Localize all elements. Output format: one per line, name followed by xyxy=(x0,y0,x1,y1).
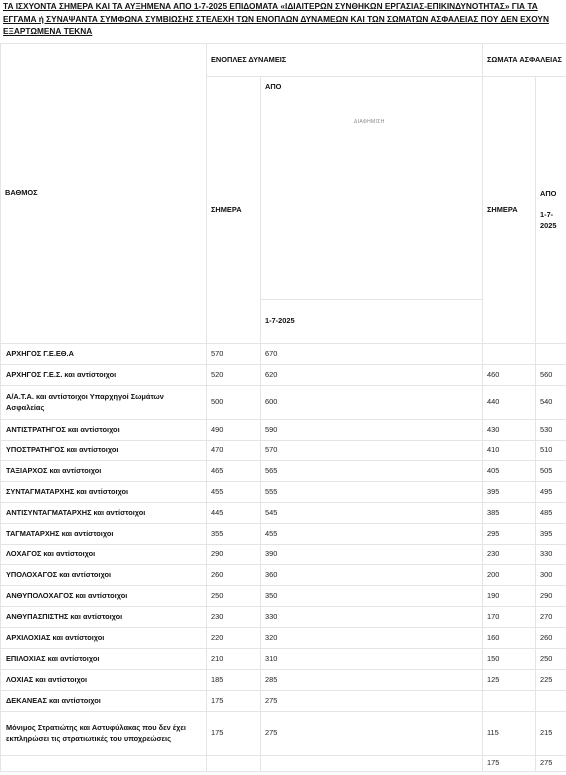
af-today-cell: 520 xyxy=(207,365,261,386)
header-grade: ΒΑΘΜΟΣ xyxy=(1,44,207,344)
grade-cell: ΑΡΧΗΓΟΣ Γ.Ε.Σ. και αντίστοιχοι xyxy=(1,365,207,386)
sc-today-cell: 295 xyxy=(483,524,536,545)
table-row xyxy=(1,386,566,420)
table-row xyxy=(1,482,566,503)
table-row xyxy=(1,344,566,365)
sc-today-cell: 115 xyxy=(483,712,536,756)
table-row xyxy=(1,712,566,756)
sc-today-cell: 190 xyxy=(483,586,536,607)
header-security-corps: ΣΩΜΑΤΑ ΑΣΦΑΛΕΙΑΣ xyxy=(483,44,566,77)
af-today-cell: 175 xyxy=(207,691,261,712)
grade-cell: ΥΠΟΣΤΡΑΤΗΓΟΣ και αντίστοιχοι xyxy=(1,441,207,461)
sc-from-cell: 395 xyxy=(536,524,566,545)
header-af-from: ΑΠΟ xyxy=(261,77,483,300)
af-from-cell: 275 xyxy=(261,712,483,756)
af-today-cell: 250 xyxy=(207,586,261,607)
sc-from-cell: 330 xyxy=(536,545,566,565)
table-row xyxy=(1,565,566,586)
af-today-cell: 470 xyxy=(207,441,261,461)
sc-today-cell: 460 xyxy=(483,365,536,386)
sc-today-cell: 410 xyxy=(483,441,536,461)
af-from-cell: 310 xyxy=(261,649,483,670)
sc-today-cell: 440 xyxy=(483,386,536,420)
sc-today-cell xyxy=(483,344,536,365)
sc-today-cell: 170 xyxy=(483,607,536,628)
sc-from-cell xyxy=(536,691,566,712)
af-from-cell: 545 xyxy=(261,503,483,524)
af-today-cell: 570 xyxy=(207,344,261,365)
af-from-cell: 360 xyxy=(261,565,483,586)
af-from-cell: 555 xyxy=(261,482,483,503)
sc-from-cell: 485 xyxy=(536,503,566,524)
af-today-cell: 230 xyxy=(207,607,261,628)
af-from-cell: 455 xyxy=(261,524,483,545)
table-row xyxy=(1,756,566,772)
grade-cell: ΤΑΓΜΑΤΑΡΧΗΣ και αντίστοιχοι xyxy=(1,524,207,545)
sc-from-cell: 250 xyxy=(536,649,566,670)
table-row xyxy=(1,670,566,691)
sc-today-cell xyxy=(483,691,536,712)
sc-from-cell: 530 xyxy=(536,420,566,441)
table-row xyxy=(1,628,566,649)
sc-from-cell: 275 xyxy=(536,756,566,772)
header-sc-today: ΣΗΜΕΡΑ xyxy=(483,77,536,344)
table-row xyxy=(1,365,566,386)
grade-cell: ΑΡΧΗΓΟΣ Γ.Ε.ΕΘ.Α xyxy=(1,344,207,365)
grade-cell: ΛΟΧΙΑΣ και αντίστοιχοι xyxy=(1,670,207,691)
af-today-cell xyxy=(207,756,261,772)
sc-today-cell: 160 xyxy=(483,628,536,649)
af-today-cell: 500 xyxy=(207,386,261,420)
header-sc-from-label: ΑΠΟ xyxy=(540,189,557,198)
grade-cell xyxy=(1,756,207,772)
af-from-cell: 320 xyxy=(261,628,483,649)
sc-from-cell xyxy=(536,344,566,365)
table-row xyxy=(1,691,566,712)
grade-cell: ΑΡΧΙΛΟΧΙΑΣ και αντίστοιχοι xyxy=(1,628,207,649)
sc-today-cell: 200 xyxy=(483,565,536,586)
grade-cell: Α/Α.Τ.Α. και αντίστοιχοι Υπαρχηγοί Σωμάτων Ασφαλείας xyxy=(1,386,207,420)
sc-from-cell: 290 xyxy=(536,586,566,607)
af-today-cell: 220 xyxy=(207,628,261,649)
table-row xyxy=(1,420,566,441)
table-row xyxy=(1,545,566,565)
sc-today-cell: 430 xyxy=(483,420,536,441)
af-from-cell: 570 xyxy=(261,441,483,461)
af-from-cell: 565 xyxy=(261,461,483,482)
af-from-cell: 275 xyxy=(261,691,483,712)
grade-cell: ΛΟΧΑΓΟΣ και αντίστοιχοι xyxy=(1,545,207,565)
af-today-cell: 455 xyxy=(207,482,261,503)
sc-from-cell: 215 xyxy=(536,712,566,756)
sc-today-cell: 405 xyxy=(483,461,536,482)
af-today-cell: 355 xyxy=(207,524,261,545)
af-from-cell: 390 xyxy=(261,545,483,565)
header-armed-forces: ΕΝΟΠΛΕΣ ΔΥΝΑΜΕΙΣ xyxy=(207,44,483,77)
af-today-cell: 185 xyxy=(207,670,261,691)
af-today-cell: 490 xyxy=(207,420,261,441)
af-today-cell: 465 xyxy=(207,461,261,482)
sc-today-cell: 125 xyxy=(483,670,536,691)
sc-from-cell: 300 xyxy=(536,565,566,586)
table-row xyxy=(1,461,566,482)
grade-cell: ΥΠΟΛΟΧΑΓΟΣ και αντίστοιχοι xyxy=(1,565,207,586)
page-title: ΤΑ ΙΣΧΥΟΝΤΑ ΣΗΜΕΡΑ ΚΑΙ ΤΑ ΑΥΞΗΜΕΝΑ ΑΠΟ 1-7-2025 ΕΠΙΔΟΜΑΤΑ «ΙΔΙΑΙΤΕΡΩΝ ΣΥΝΘΗΚΩΝ ΕΡΓΑΣΙΑΣ-ΕΠΙΚΙΝΔΥΝΟΤΗΤΑΣ» ΓΙΑ ΤΑ ΕΓΓΑΜΑ ή ΣΥΝΑΨΑΝΤΑ ΣΥΜΦΩΝΑ ΣΥΜΒΙΩΣΗΣ ΣΤΕΛΕΧΗ ΤΩΝ ΕΝΟΠΛΩΝ ΔΥΝΑΜΕΩΝ ΚΑΙ ΤΩΝ ΣΩΜΑΤΩΝ ΑΣΦΑΛΕΙΑΣ ΠΟΥ ΔΕΝ ΕΧΟΥΝ ΕΞΑΡΤΩΜΕΝΑ ΤΕΚΝΑ xyxy=(3,1,549,36)
af-from-cell: 330 xyxy=(261,607,483,628)
grade-cell: ΑΝΤΙΣΤΡΑΤΗΓΟΣ και αντίστοιχοι xyxy=(1,420,207,441)
sc-from-cell: 540 xyxy=(536,386,566,420)
header-sc-from xyxy=(536,77,566,344)
allowance-table xyxy=(0,43,566,772)
table-row xyxy=(1,441,566,461)
sc-today-cell: 395 xyxy=(483,482,536,503)
af-today-cell: 445 xyxy=(207,503,261,524)
af-today-cell: 175 xyxy=(207,712,261,756)
sc-today-cell: 230 xyxy=(483,545,536,565)
af-today-cell: 290 xyxy=(207,545,261,565)
af-from-cell: 285 xyxy=(261,670,483,691)
sc-from-cell: 260 xyxy=(536,628,566,649)
ad-label: ΔΙΑΦΗΜΙΣΗ xyxy=(354,119,385,125)
grade-cell: ΤΑΞΙΑΡΧΟΣ και αντίστοιχοι xyxy=(1,461,207,482)
table-row xyxy=(1,607,566,628)
af-from-cell xyxy=(261,756,483,772)
grade-cell: ΣΥΝΤΑΓΜΑΤΑΡΧΗΣ και αντίστοιχοι xyxy=(1,482,207,503)
grade-cell: ΕΠΙΛΟΧΙΑΣ και αντίστοιχοι xyxy=(1,649,207,670)
sc-today-cell: 385 xyxy=(483,503,536,524)
grade-cell: ΔΕΚΑΝΕΑΣ και αντίστοιχοι xyxy=(1,691,207,712)
sc-from-cell: 270 xyxy=(536,607,566,628)
af-today-cell: 260 xyxy=(207,565,261,586)
header-af-today: ΣΗΜΕΡΑ xyxy=(207,77,261,344)
af-from-cell: 600 xyxy=(261,386,483,420)
grade-cell: ΑΝΤΙΣΥΝΤΑΓΜΑΤΑΡΧΗΣ και αντίστοιχοι xyxy=(1,503,207,524)
af-today-cell: 210 xyxy=(207,649,261,670)
sc-today-cell: 175 xyxy=(483,756,536,772)
af-from-cell: 620 xyxy=(261,365,483,386)
table-row xyxy=(1,524,566,545)
grade-cell: ΑΝΘΥΠΑΣΠΙΣΤΗΣ και αντίστοιχοι xyxy=(1,607,207,628)
table-row xyxy=(1,586,566,607)
grade-cell: Μόνιμος Στρατιώτης και Αστυφύλακας που δεν έχει εκπληρώσει τις στρατιωτικές του υποχρεώσεις xyxy=(1,712,207,756)
af-from-cell: 590 xyxy=(261,420,483,441)
sc-from-cell: 505 xyxy=(536,461,566,482)
grade-cell: ΑΝΘΥΠΟΛΟΧΑΓΟΣ και αντίστοιχοι xyxy=(1,586,207,607)
sc-from-cell: 225 xyxy=(536,670,566,691)
table-row xyxy=(1,649,566,670)
header-sc-from-date: 1-7-2025 xyxy=(540,210,557,230)
sc-from-cell: 560 xyxy=(536,365,566,386)
sc-from-cell: 495 xyxy=(536,482,566,503)
sc-today-cell: 150 xyxy=(483,649,536,670)
af-from-cell: 350 xyxy=(261,586,483,607)
table-row xyxy=(1,503,566,524)
sc-from-cell: 510 xyxy=(536,441,566,461)
af-from-cell: 670 xyxy=(261,344,483,365)
header-af-date: 1-7-2025 xyxy=(261,300,483,344)
